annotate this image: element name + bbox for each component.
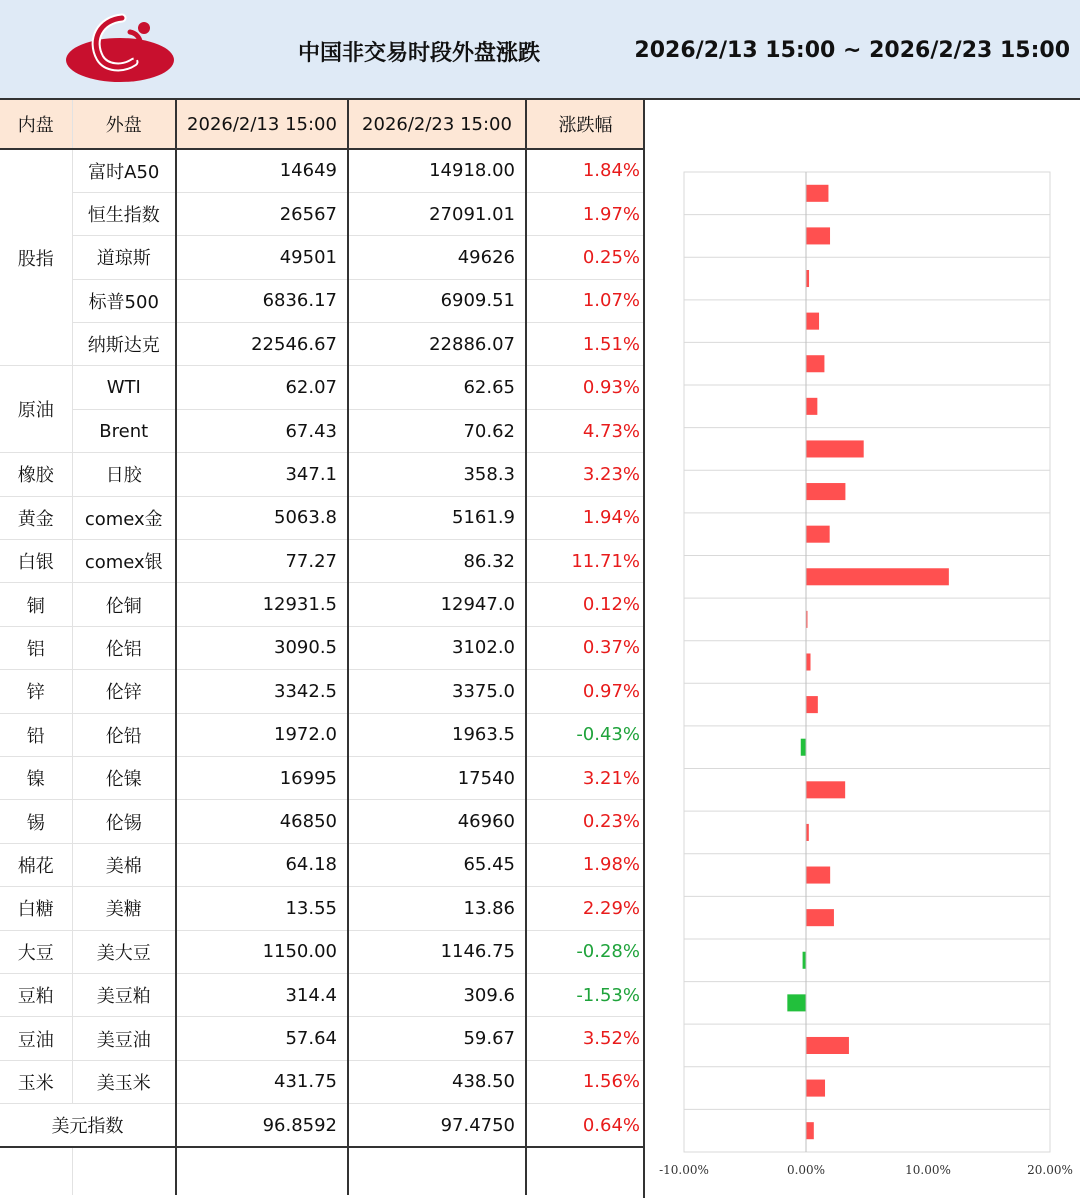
end-price-cell: 309.6 bbox=[348, 973, 526, 1016]
end-price-cell: 6909.51 bbox=[348, 279, 526, 322]
start-price-cell: 314.4 bbox=[176, 973, 348, 1016]
column-header-start: 2026/2/13 15:00 bbox=[176, 100, 348, 149]
outer-market-cell: 伦铝 bbox=[72, 626, 176, 669]
end-price-cell: 46960 bbox=[348, 800, 526, 843]
outer-market-cell: WTI bbox=[72, 366, 176, 409]
inner-market-cell: 原油 bbox=[0, 366, 72, 453]
table-row bbox=[0, 149, 644, 192]
change-cell: 3.21% bbox=[526, 756, 644, 799]
empty-cell bbox=[176, 1147, 348, 1195]
bar-标普500 bbox=[806, 313, 819, 330]
table-header-row bbox=[0, 100, 644, 149]
end-price-cell: 22886.07 bbox=[348, 323, 526, 366]
inner-market-cell: 镍 bbox=[0, 756, 72, 799]
outer-market-cell: comex银 bbox=[72, 540, 176, 583]
table-row bbox=[0, 583, 644, 626]
end-price-cell: 5161.9 bbox=[348, 496, 526, 539]
outer-market-cell: 富时A50 bbox=[72, 149, 176, 192]
inner-market-cell: 白银 bbox=[0, 540, 72, 583]
outer-market-cell: 美豆粕 bbox=[72, 973, 176, 1016]
change-cell: 0.23% bbox=[526, 800, 644, 843]
start-price-cell: 6836.17 bbox=[176, 279, 348, 322]
outer-market-cell: 伦铅 bbox=[72, 713, 176, 756]
end-price-cell: 59.67 bbox=[348, 1017, 526, 1060]
change-cell: 3.52% bbox=[526, 1017, 644, 1060]
bar-恒生指数 bbox=[806, 227, 830, 244]
outer-market-cell: 标普500 bbox=[72, 279, 176, 322]
empty-cell bbox=[526, 1147, 644, 1195]
start-price-cell: 1150.00 bbox=[176, 930, 348, 973]
bar-美豆油 bbox=[806, 1037, 849, 1054]
start-price-cell: 14649 bbox=[176, 149, 348, 192]
table-row bbox=[0, 800, 644, 843]
x-tick-label: 20.00% bbox=[1027, 1163, 1073, 1177]
bar-纳斯达克 bbox=[806, 355, 824, 372]
change-cell: 1.97% bbox=[526, 192, 644, 235]
start-price-cell: 1972.0 bbox=[176, 713, 348, 756]
table-row bbox=[0, 756, 644, 799]
change-cell: 2.29% bbox=[526, 887, 644, 930]
empty-cell bbox=[72, 1147, 176, 1195]
end-price-cell: 12947.0 bbox=[348, 583, 526, 626]
outer-market-cell: 美糖 bbox=[72, 887, 176, 930]
change-cell: -0.43% bbox=[526, 713, 644, 756]
start-price-cell: 16995 bbox=[176, 756, 348, 799]
end-price-cell: 3102.0 bbox=[348, 626, 526, 669]
outer-market-cell: 伦锡 bbox=[72, 800, 176, 843]
inner-market-cell: 棉花 bbox=[0, 843, 72, 886]
table-row bbox=[0, 236, 644, 279]
end-price-cell: 27091.01 bbox=[348, 192, 526, 235]
inner-market-cell: 铜 bbox=[0, 583, 72, 626]
table-row bbox=[0, 1017, 644, 1060]
start-price-cell: 431.75 bbox=[176, 1060, 348, 1103]
inner-market-cell: 锡 bbox=[0, 800, 72, 843]
change-cell: 11.71% bbox=[526, 540, 644, 583]
table-row bbox=[0, 887, 644, 930]
bar-富时A50 bbox=[806, 185, 828, 202]
start-price-cell: 77.27 bbox=[176, 540, 348, 583]
table-row bbox=[0, 192, 644, 235]
change-cell: 1.51% bbox=[526, 323, 644, 366]
x-tick-label: -10.00% bbox=[659, 1163, 709, 1177]
inner-market-cell: 玉米 bbox=[0, 1060, 72, 1103]
outer-market-cell: 恒生指数 bbox=[72, 192, 176, 235]
x-tick-label: 0.00% bbox=[786, 1163, 826, 1177]
start-price-cell: 347.1 bbox=[176, 453, 348, 496]
change-cell: -0.28% bbox=[526, 930, 644, 973]
start-price-cell: 5063.8 bbox=[176, 496, 348, 539]
table-row bbox=[0, 713, 644, 756]
table-row bbox=[0, 973, 644, 1016]
end-price-cell: 358.3 bbox=[348, 453, 526, 496]
start-price-cell: 49501 bbox=[176, 236, 348, 279]
change-cell: 4.73% bbox=[526, 409, 644, 452]
end-price-cell: 65.45 bbox=[348, 843, 526, 886]
bar-伦铅 bbox=[801, 739, 806, 756]
change-cell: 0.93% bbox=[526, 366, 644, 409]
change-cell: 0.37% bbox=[526, 626, 644, 669]
outer-market-cell: comex金 bbox=[72, 496, 176, 539]
outer-market-cell: 道琼斯 bbox=[72, 236, 176, 279]
dollar-index-label: 美元指数 bbox=[0, 1104, 176, 1147]
table-row bbox=[0, 279, 644, 322]
end-price-cell: 17540 bbox=[348, 756, 526, 799]
start-price-cell: 57.64 bbox=[176, 1017, 348, 1060]
change-cell: 1.56% bbox=[526, 1060, 644, 1103]
start-price-cell: 26567 bbox=[176, 192, 348, 235]
inner-market-cell: 铅 bbox=[0, 713, 72, 756]
start-price-cell: 64.18 bbox=[176, 843, 348, 886]
end-price-cell: 1963.5 bbox=[348, 713, 526, 756]
table-row-dollar-index bbox=[0, 1104, 644, 1147]
start-price-cell: 3090.5 bbox=[176, 626, 348, 669]
table-row bbox=[0, 540, 644, 583]
empty-cell bbox=[348, 1147, 526, 1195]
bar-美豆粕 bbox=[787, 994, 806, 1011]
bar-comex金 bbox=[806, 526, 830, 543]
empty-cell bbox=[0, 1147, 72, 1195]
bar-伦铝 bbox=[806, 653, 811, 670]
bar-伦镍 bbox=[806, 781, 845, 798]
panel-divider bbox=[643, 100, 645, 1198]
bar-伦锌 bbox=[806, 696, 818, 713]
outer-market-cell: 伦铜 bbox=[72, 583, 176, 626]
end-price-cell: 13.86 bbox=[348, 887, 526, 930]
column-header-end: 2026/2/23 15:00 bbox=[348, 100, 526, 149]
bar-日胶 bbox=[806, 483, 845, 500]
start-price-cell: 67.43 bbox=[176, 409, 348, 452]
end-price-cell: 438.50 bbox=[348, 1060, 526, 1103]
bar-美棉 bbox=[806, 867, 830, 884]
change-cell: 1.84% bbox=[526, 149, 644, 192]
change-bar-chart bbox=[646, 150, 1080, 1198]
start-price-cell: 13.55 bbox=[176, 887, 348, 930]
end-price-cell: 86.32 bbox=[348, 540, 526, 583]
inner-market-cell: 黄金 bbox=[0, 496, 72, 539]
inner-market-cell: 锌 bbox=[0, 670, 72, 713]
end-price-cell: 14918.00 bbox=[348, 149, 526, 192]
company-logo-icon bbox=[60, 10, 180, 90]
outer-market-cell: 美豆油 bbox=[72, 1017, 176, 1060]
table-row bbox=[0, 453, 644, 496]
bar-chart-svg bbox=[646, 150, 1080, 1198]
inner-market-cell: 股指 bbox=[0, 149, 72, 366]
header-bar bbox=[0, 0, 1080, 100]
table-row bbox=[0, 930, 644, 973]
bar-comex银 bbox=[806, 568, 949, 585]
change-cell: 1.07% bbox=[526, 279, 644, 322]
end-price-cell: 1146.75 bbox=[348, 930, 526, 973]
inner-market-cell: 豆油 bbox=[0, 1017, 72, 1060]
bar-WTI bbox=[806, 398, 817, 415]
change-cell: 0.12% bbox=[526, 583, 644, 626]
inner-market-cell: 白糖 bbox=[0, 887, 72, 930]
bar-美大豆 bbox=[803, 952, 806, 969]
table-row bbox=[0, 843, 644, 886]
start-price-cell: 12931.5 bbox=[176, 583, 348, 626]
table-row bbox=[0, 366, 644, 409]
table-empty-row bbox=[0, 1147, 644, 1195]
table-row bbox=[0, 409, 644, 452]
start-price-cell: 96.8592 bbox=[176, 1104, 348, 1147]
end-price-cell: 49626 bbox=[348, 236, 526, 279]
start-price-cell: 62.07 bbox=[176, 366, 348, 409]
end-price-cell: 3375.0 bbox=[348, 670, 526, 713]
table-row bbox=[0, 496, 644, 539]
bar-Brent bbox=[806, 440, 864, 457]
change-cell: 3.23% bbox=[526, 453, 644, 496]
start-price-cell: 22546.67 bbox=[176, 323, 348, 366]
outer-market-cell: Brent bbox=[72, 409, 176, 452]
change-cell: -1.53% bbox=[526, 973, 644, 1016]
outer-market-cell: 美玉米 bbox=[72, 1060, 176, 1103]
bar-美玉米 bbox=[806, 1080, 825, 1097]
outer-market-cell: 纳斯达克 bbox=[72, 323, 176, 366]
outer-market-cell: 伦镍 bbox=[72, 756, 176, 799]
inner-market-cell: 大豆 bbox=[0, 930, 72, 973]
outer-market-cell: 日胶 bbox=[72, 453, 176, 496]
change-cell: 0.64% bbox=[526, 1104, 644, 1147]
plot-area-border bbox=[684, 172, 1050, 1152]
end-price-cell: 70.62 bbox=[348, 409, 526, 452]
change-cell: 0.25% bbox=[526, 236, 644, 279]
bar-美元指数 bbox=[806, 1122, 814, 1139]
end-price-cell: 97.4750 bbox=[348, 1104, 526, 1147]
table-row bbox=[0, 626, 644, 669]
inner-market-cell: 铝 bbox=[0, 626, 72, 669]
date-range: 2026/2/13 15:00 ~ 2026/2/23 15:00 bbox=[634, 38, 1070, 63]
inner-market-cell: 橡胶 bbox=[0, 453, 72, 496]
column-header-change: 涨跌幅 bbox=[526, 100, 644, 149]
page-title: 中国非交易时段外盘涨跌 bbox=[298, 41, 541, 66]
x-tick-label: 10.00% bbox=[905, 1163, 951, 1177]
change-cell: 1.98% bbox=[526, 843, 644, 886]
table-row bbox=[0, 323, 644, 366]
start-price-cell: 46850 bbox=[176, 800, 348, 843]
table-row bbox=[0, 670, 644, 713]
outer-market-cell: 美棉 bbox=[72, 843, 176, 886]
outer-market-cell: 美大豆 bbox=[72, 930, 176, 973]
end-price-cell: 62.65 bbox=[348, 366, 526, 409]
column-header-inner: 内盘 bbox=[0, 100, 72, 149]
table-row bbox=[0, 1060, 644, 1103]
outer-market-cell: 伦锌 bbox=[72, 670, 176, 713]
column-header-outer: 外盘 bbox=[72, 100, 176, 149]
bar-美糖 bbox=[806, 909, 834, 926]
inner-market-cell: 豆粕 bbox=[0, 973, 72, 1016]
change-cell: 1.94% bbox=[526, 496, 644, 539]
price-table bbox=[0, 100, 644, 1195]
change-cell: 0.97% bbox=[526, 670, 644, 713]
start-price-cell: 3342.5 bbox=[176, 670, 348, 713]
